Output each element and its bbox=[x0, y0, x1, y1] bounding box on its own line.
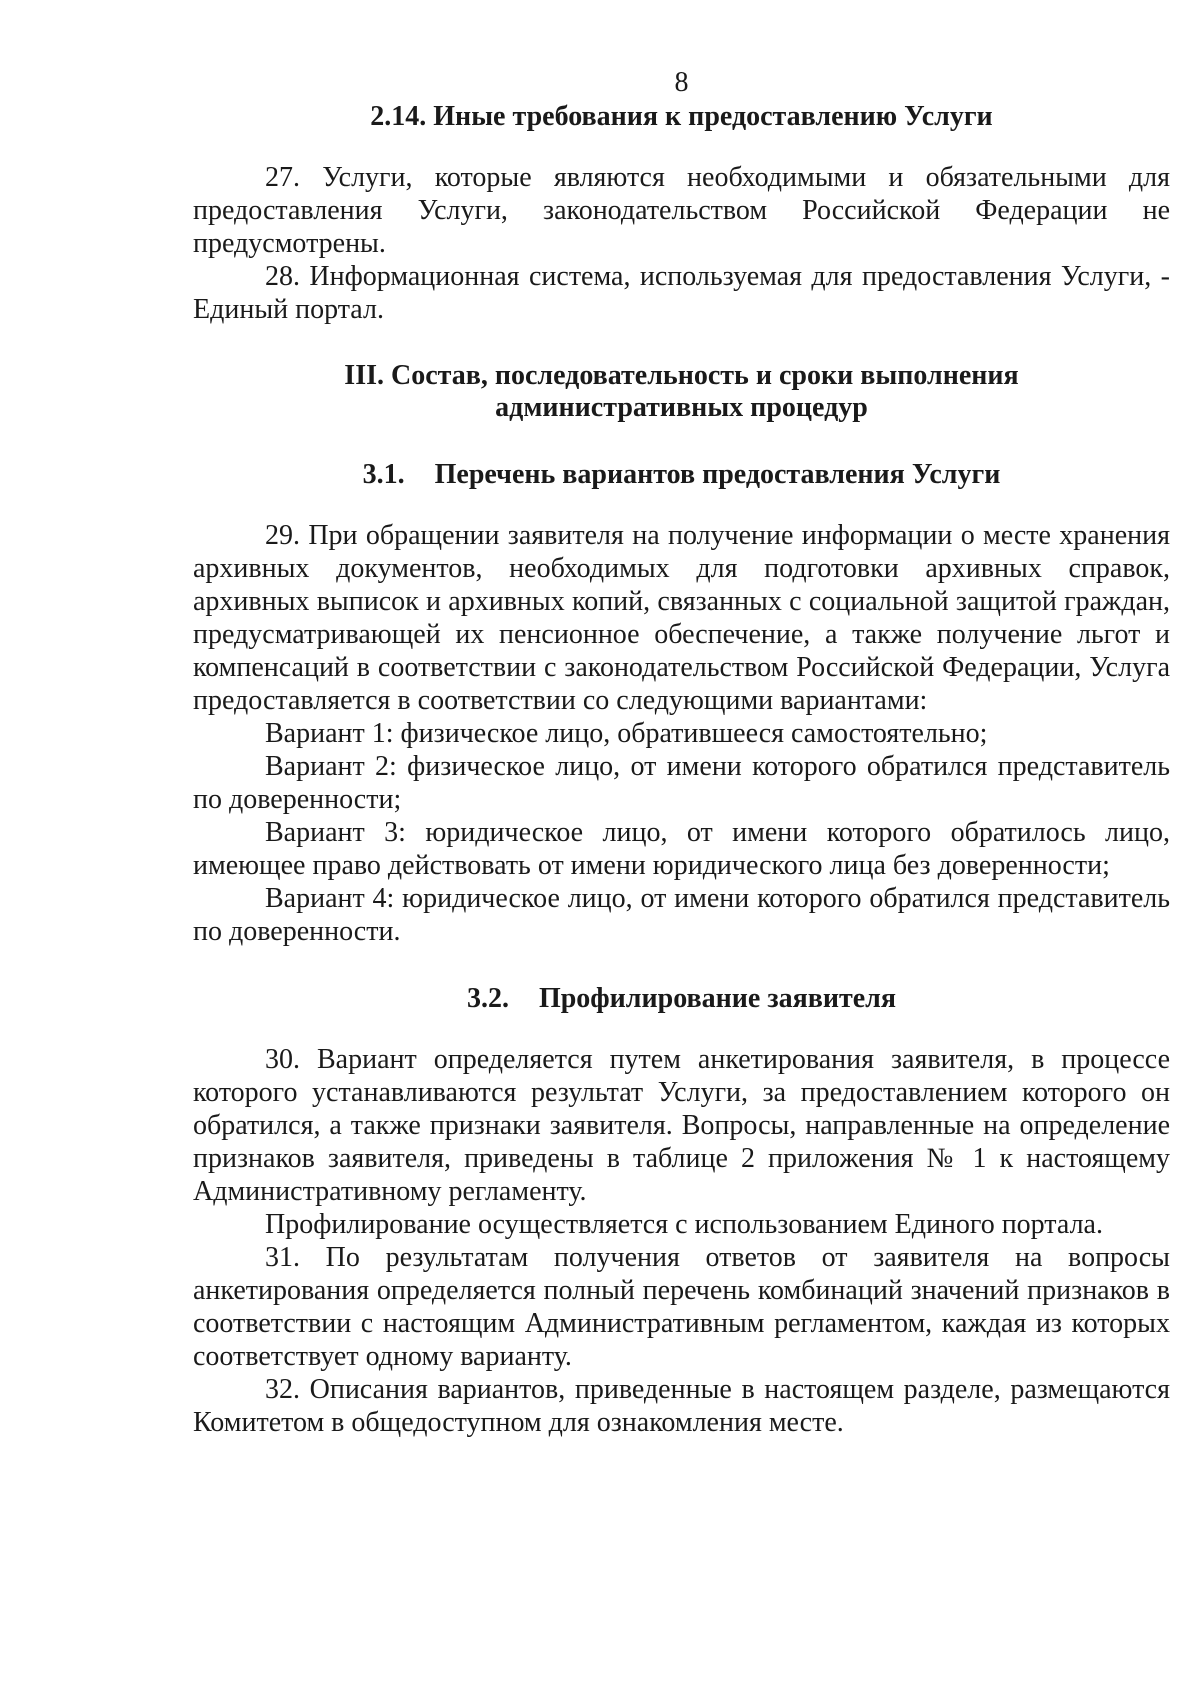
section-3-2-body bbox=[193, 1043, 1170, 1439]
section-3-1-title: Перечень вариантов предоставления Услуги bbox=[434, 459, 1001, 490]
section-3-1-body bbox=[193, 519, 1170, 948]
paragraph-27: 27. Услуги, которые являются необходимыми и обязательными для предоставления Услуги, законодательством Российской Федерации не предусмотрены. bbox=[193, 162, 1170, 259]
section-3-1-heading bbox=[193, 458, 1170, 491]
section-3-2-title: Профилирование заявителя bbox=[538, 983, 897, 1014]
paragraph-profiling: Профилирование осуществляется с использованием Единого портала. bbox=[265, 1209, 1103, 1240]
variant-2: Вариант 2: физическое лицо, от имени которого обратился представитель по доверенности; bbox=[193, 751, 1170, 815]
section-3-2-number: 3.2. bbox=[466, 983, 509, 1014]
section-3-2-heading bbox=[193, 982, 1170, 1015]
section-2-14-body bbox=[193, 161, 1170, 326]
chapter-3-heading bbox=[193, 360, 1170, 424]
page-number: 8 bbox=[674, 67, 689, 98]
chapter-3-heading-line2: административных процедур bbox=[495, 392, 868, 423]
variant-1: Вариант 1: физическое лицо, обратившееся самостоятельно; bbox=[265, 718, 988, 749]
chapter-3-heading-line1: III. Состав, последовательность и сроки выполнения bbox=[344, 360, 1019, 391]
variant-4: Вариант 4: юридическое лицо, от имени которого обратился представитель по доверенности. bbox=[193, 883, 1170, 947]
paragraph-31: 31. По результатам получения ответов от заявителя на вопросы анкетирования определяется полный перечень комбинаций значений признаков в соответствии с настоящим Административным регламентом, каждая из которых соответствует одному варианту. bbox=[193, 1242, 1170, 1372]
section-3-1-number: 3.1. bbox=[362, 459, 405, 490]
page-content bbox=[193, 68, 1170, 1439]
section-2-14-heading: 2.14. Иные требования к предоставлению Услуги bbox=[370, 101, 993, 132]
paragraph-32: 32. Описания вариантов, приведенные в настоящем разделе, размещаются Комитетом в общедоступном для ознакомления месте. bbox=[193, 1374, 1170, 1438]
paragraph-30: 30. Вариант определяется путем анкетирования заявителя, в процессе которого устанавливаются результат Услуги, за предоставлением которого он обратился, а также признаки заявителя. Вопросы, направленные на определение признаков заявителя, приведены в таблице 2 приложения № 1 к настоящему Административному регламенту. bbox=[193, 1044, 1170, 1207]
variant-3: Вариант 3: юридическое лицо, от имени которого обратилось лицо, имеющее право действовать от имени юридического лица без доверенности; bbox=[193, 817, 1170, 881]
paragraph-29: 29. При обращении заявителя на получение информации о месте хранения архивных документов, необходимых для подготовки архивных справок, архивных выписок и архивных копий, связанных с социальной защитой граждан, предусматривающей их пенсионное обеспечение, а также получение льгот и компенсаций в соответствии с законодательством Российской Федерации, Услуга предоставляется в соответствии со следующими вариантами: bbox=[193, 520, 1170, 716]
paragraph-28: 28. Информационная система, используемая для предоставления Услуги, - Единый портал. bbox=[193, 261, 1170, 325]
